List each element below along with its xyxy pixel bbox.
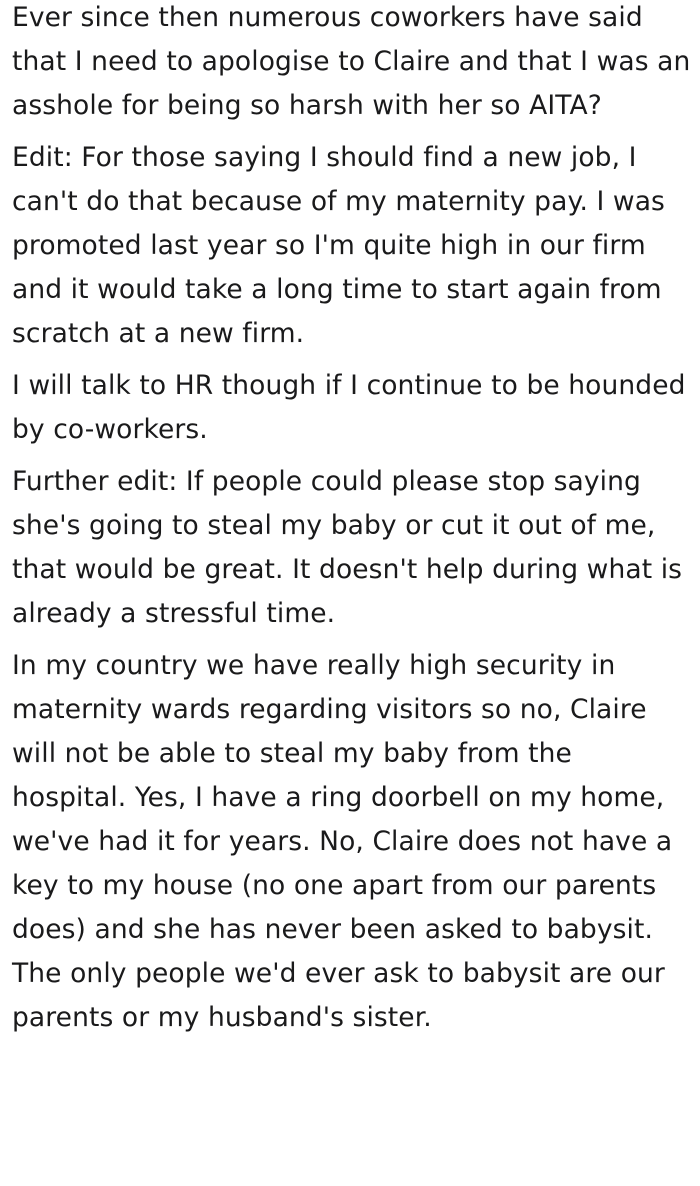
- paragraph-further-edit: Further edit: If people could please stop saying she's going to steal my baby or cut it out of me, that would be great. It doesn't help during what is already a stressful time.: [12, 466, 683, 629]
- paragraph-hr: I will talk to HR though if I continue to be hounded by co-workers.: [12, 370, 686, 445]
- paragraph-security: In my country we have really high security in maternity wards regarding visitors so no, Claire will not be able to steal my baby from the hospital. Yes, I have a ring doorbell on my home, we've had it for years. No, Claire does not have a key to my house (no one apart from our parents does) and she has never been asked to babysit. The only people we'd ever ask to babysit are our parents or my husband's sister.: [12, 650, 673, 1033]
- paragraph-edit-job: Edit: For those saying I should find a new job, I can't do that because of my maternity pay. I was promoted last year so I'm quite high in our firm and it would take a long time to start again from scratch at a new firm.: [12, 142, 665, 349]
- paragraph-aita-question: Ever since then numerous coworkers have said that I need to apologise to Claire and that I was an asshole for being so harsh with her so AITA?: [12, 2, 691, 121]
